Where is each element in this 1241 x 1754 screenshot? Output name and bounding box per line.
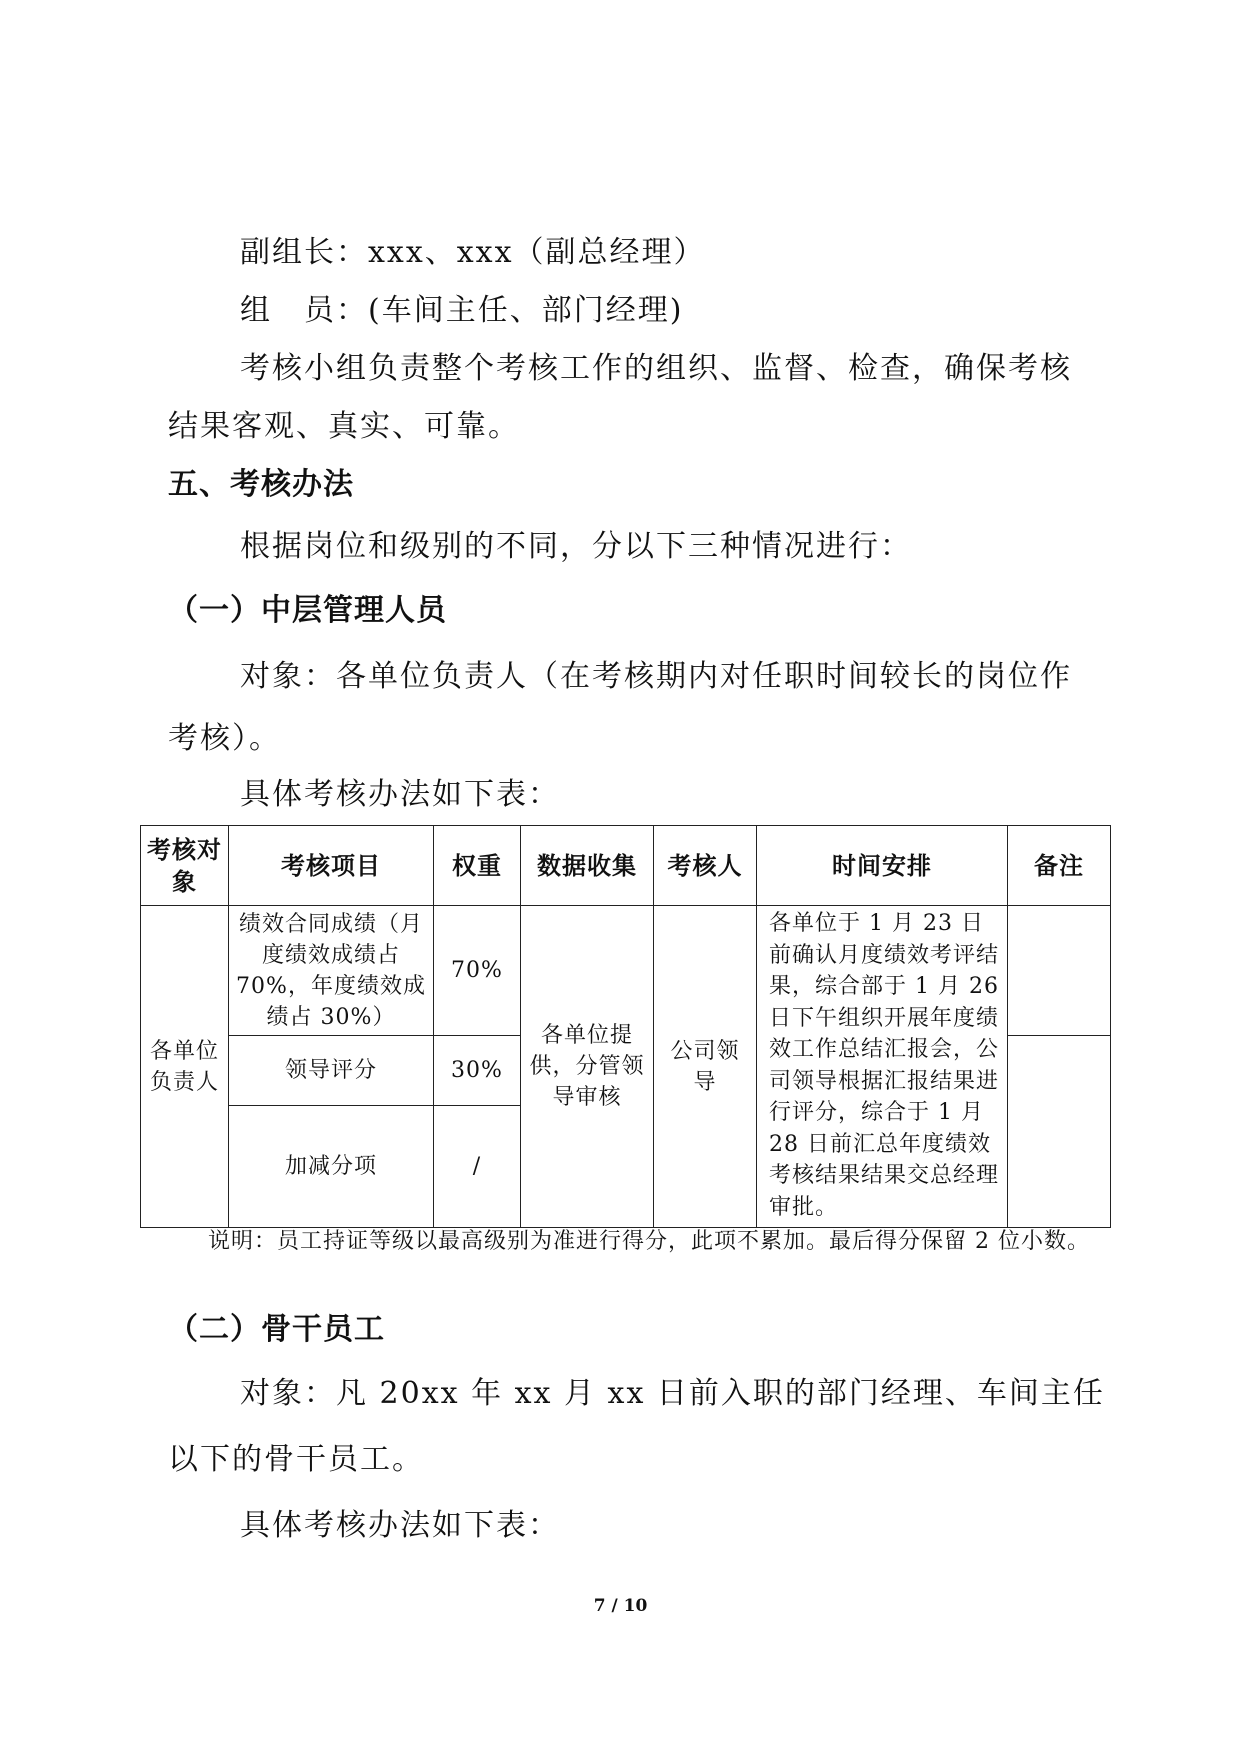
target2-line-2: 以下的骨干员工。: [168, 1442, 424, 1477]
deputy-leader-line: 副组长：xxx、xxx（副总经理）: [240, 235, 706, 270]
assessment-table: [140, 825, 1111, 1228]
header-assessor: 考核人: [654, 826, 757, 906]
weight-cell: 30%: [434, 1036, 521, 1106]
page-number: 7 / 10: [593, 1596, 648, 1616]
header-target: 考核对象: [141, 826, 229, 906]
data-collection-cell: 各单位提供，分管领导审核: [521, 906, 654, 1228]
table-note: 说明：员工持证等级以最高级别为准进行得分，此项不累加。最后得分保留 2 位小数。: [208, 1229, 1090, 1254]
table-intro-1: 具体考核办法如下表：: [240, 777, 560, 812]
intro-line: 根据岗位和级别的不同，分以下三种情况进行：: [240, 529, 912, 564]
header-schedule: 时间安排: [757, 826, 1008, 906]
target-line-2: 考核）。: [168, 721, 281, 756]
section-heading-5: 五、考核办法: [168, 467, 354, 502]
header-item: 考核项目: [229, 826, 434, 906]
duty-line-2: 结果客观、真实、可靠。: [168, 409, 520, 444]
subsection-heading-2: （二）骨干员工: [168, 1312, 385, 1347]
header-remark: 备注: [1008, 826, 1111, 906]
members-line: 组 员：(车间主任、部门经理): [240, 293, 684, 328]
page-current: 7: [593, 1596, 606, 1616]
remark-cell: [1008, 1036, 1111, 1228]
weight-cell: 70%: [434, 906, 521, 1036]
remark-cell: [1008, 906, 1111, 1036]
weight-cell: /: [434, 1106, 521, 1228]
item-cell: 领导评分: [229, 1036, 434, 1106]
item-cell: 绩效合同成绩（月度绩效成绩占 70%，年度绩效成绩占 30%）: [229, 906, 434, 1036]
target-cell: 各单位负责人: [141, 906, 229, 1228]
target2-line-1: 对象：凡 20xx 年 xx 月 xx 日前入职的部门经理、车间主任: [240, 1376, 1105, 1411]
duty-line-1: 考核小组负责整个考核工作的组织、监督、检查，确保考核: [240, 351, 1072, 386]
header-data-collection: 数据收集: [521, 826, 654, 906]
page-total: 10: [623, 1596, 648, 1616]
header-weight: 权重: [434, 826, 521, 906]
table-intro-2: 具体考核办法如下表：: [240, 1508, 560, 1543]
assessor-cell: 公司领导: [654, 906, 757, 1228]
item-cell: 加减分项: [229, 1106, 434, 1228]
table-header-row: [141, 826, 1111, 906]
table-row: [141, 906, 1111, 1036]
subsection-heading-1: （一）中层管理人员: [168, 593, 447, 628]
schedule-cell: 各单位于 1 月 23 日前确认月度绩效考评结果，综合部于 1 月 26 日下午组织开展年度绩效工作总结汇报会，公司领导根据汇报结果进行评分，综合于 1 月 28 日前汇总年度绩效考核结果结果交总经理审批。: [757, 906, 1008, 1228]
target-line-1: 对象：各单位负责人（在考核期内对任职时间较长的岗位作: [240, 659, 1072, 694]
